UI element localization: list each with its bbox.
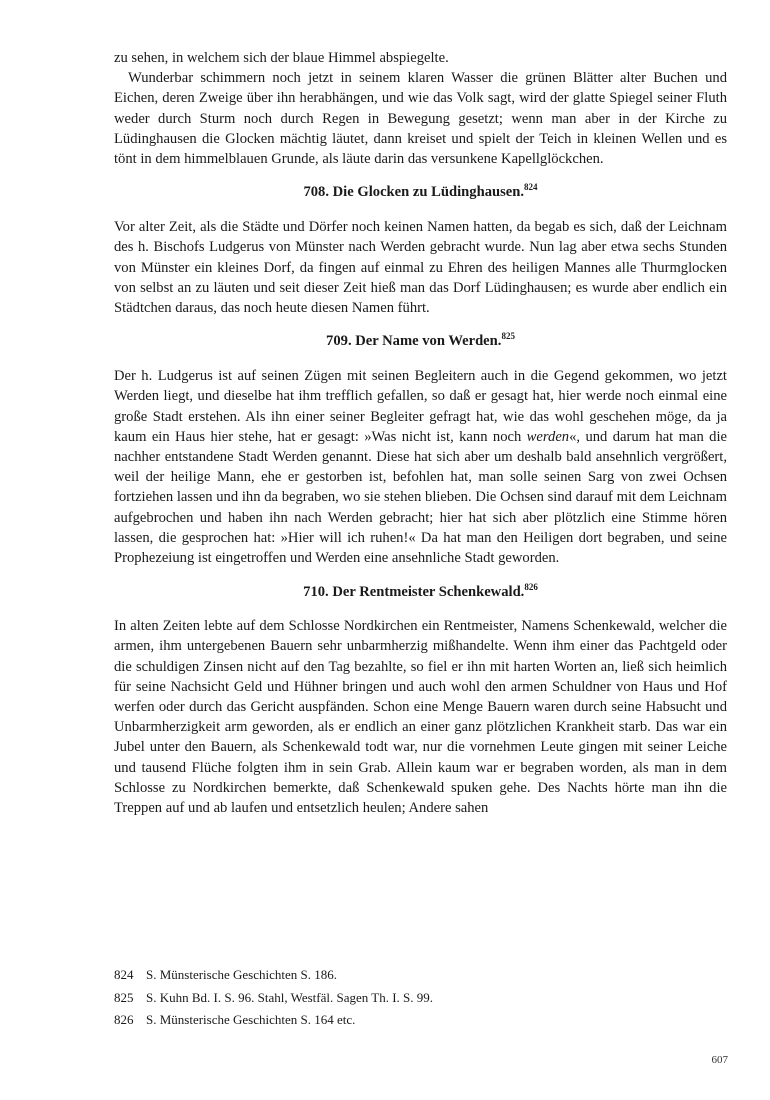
intro-paragraph-2: Wunderbar schimmern noch jetzt in seinem klaren Wasser die grünen Blätter alter Buchen und Eichen, deren Zweige über ihn herabhängen, und wie das Volk sagt, wird der glatte Spiegel seiner Fluth weder durch Sturm noch durch Regen in Bewegung gesetzt; wenn man aber in der Kirche zu Lüdinghausen die Glocken mächtig läutet, dann kreiset und spielt der Teich in kleinen Wellen und es tönt in dem himmelblauen Grunde, als läute darin das versunkene Kapellglöckchen. — [114, 70, 727, 168]
footnote-824: 824 S. Münsterische Geschichten S. 186. — [114, 967, 338, 982]
footnote-ref-825[interactable]: 825 — [501, 331, 515, 342]
section-708-heading: 708. Die Glocken zu Lüdinghausen.$^{824}$ — [303, 182, 538, 201]
footnote-825: 825 S. Kuhn Bd. I. S. 96. Stahl, Westfäl. Sagen Th. I. S. 99. — [114, 989, 434, 1005]
section-709-heading: 709. Der Name von Werden.$^{825}$ — [326, 331, 515, 350]
footnote-ref-826[interactable]: 826 — [524, 582, 538, 593]
section-710-heading: 710. Der Rentmeister Schenkewald.$^{826}$ — [303, 582, 538, 601]
section-710-text: In alten Zeiten lebte auf dem Schlosse Nordkirchen ein Rentmeister, Namens Schenkewald, welcher die armen, ihm untergebenen Bauern sehr unbarmherzig mißhandelte. Wenn ihm einer das Pachtgeld oder die schuldigen Zinsen nicht auf den Tag bezahlte, so fiel er ihn mit harten Worten an, ließ sich heimlich für seine Nachsicht Geld und Hühner bringen und auch wohl den armen Schuldner von Haus und Hof werfen oder durch das Gericht auspfänden. Schon eine Menge Bauern waren durch seine Habsucht und Unbarmherzigkeit arm geworden, als er endlich an einer ganz plötzlichen Krankheit starb. Das war ein Jubel unter den Bauern, als Schenkewald todt war, nur die vornehmen Leute gingen mit seiner Leiche und tausend Flüche folgten ihm in sein Grab. Allein kaum war er begraben worden, als man in dem Schlosse zu Nordkirchen bemerkte, daß Schenkewald spuken gehe. Des Nachts hörte man ihn die Treppen auf und ab laufen und entsetzlich heulen; Andere sahen — [114, 618, 727, 817]
page-body — [114, 48, 727, 818]
section-708-text: Vor alter Zeit, als die Städte und Dörfer noch keinen Namen hatten, da begab es sich, daß der Leichnam des h. Bischofs Ludgerus von Münster nach Werden gebracht wurde. Nun lag aber etwa sechs Stunden von Münster ein kleines Dorf, da fingen auf einmal zu Ehren des heiligen Mannes alle Thurmglocken von selbst an zu läuten und seit dieser Zeit hieß man das Dorf Lüdinghausen; es wurde aber endlich ein Städtchen daraus, das noch heute diesen Namen führt. — [114, 219, 727, 317]
footnote-ref-824[interactable]: 824 — [524, 182, 538, 193]
section-709-text: Der h. Ludgerus ist auf seinen Zügen mit seinen Begleitern auch in die Gegend gekommen, wo jetzt Werden liegt, und dieselbe hat ihm trefflich gefallen, so daß er gesagt hat, hier werde noch einmal eine große Stadt erstehen. Als ihn einer seiner Begleiter gefragt hat, wie das wohl geschehen möge, da ja kaum ein Haus hier stehe, hat er gesagt: »Was nicht ist, kann noch werden«, und darum hat man die nachher entstandene Stadt Werden genannt. Diese hat sich aber um deshalb bald ansehnlich vergrößert, weil der heilige Mann, ehe er gestorben ist, befohlen hat, man solle seinen Sarg von zwei Ochsen fortziehen lassen und ihn da begraben, wo sie stehen blieben. Die Ochsen sind darauf mit dem Leichnam aufgebrochen und haben ihn nach Werden gebracht; hier hat sich aber plötzlich eine Stimme hören lassen, die gesprochen hat: »Hier will ich ruhen!« Da hat man den Heiligen dort begraben, und seine Prophezeiung ist eingetroffen und Werden eine ansehnliche Stadt geworden. — [114, 368, 727, 567]
footnotes — [114, 964, 727, 1032]
intro-paragraph-1: zu sehen, in welchem sich der blaue Himmel abspiegelte. — [114, 50, 449, 66]
footnote-826: 826 S. Münsterische Geschichten S. 164 etc. — [114, 1012, 356, 1027]
page-number: 607 — [711, 1054, 728, 1066]
emphasis-werden: werden — [526, 428, 570, 445]
